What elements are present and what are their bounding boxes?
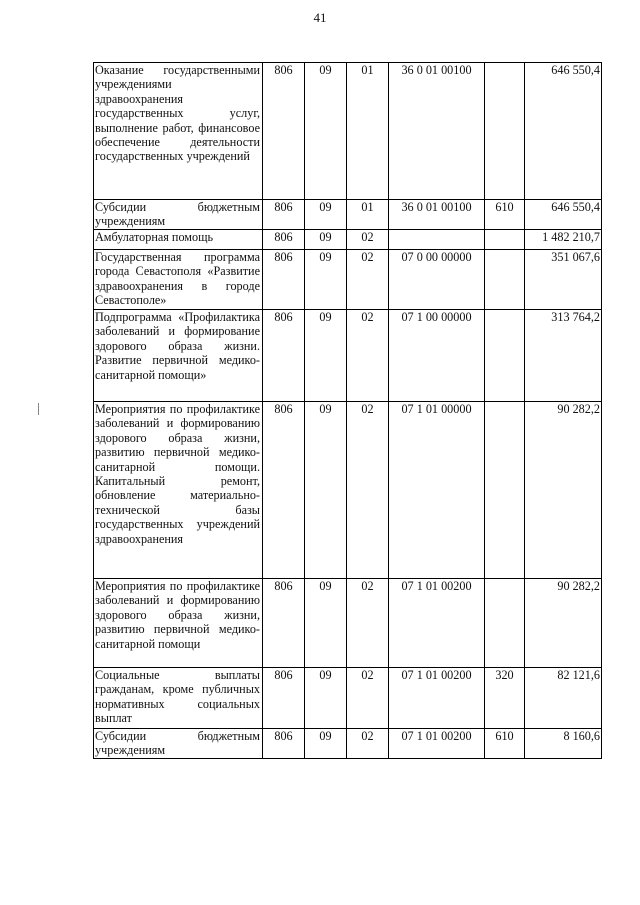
row-csr: 07 1 01 00200 — [389, 579, 485, 668]
table-row — [94, 250, 602, 310]
row-name: Подпрограмма «Профилактика заболеваний и формирование здорового образа жизни. Развитие первичной медико-санитарной помощи» — [94, 310, 263, 402]
row-ved: 806 — [263, 579, 305, 668]
table-body — [94, 63, 602, 759]
row-rz: 09 — [305, 200, 347, 230]
row-rz: 09 — [305, 668, 347, 729]
row-sum: 90 282,2 — [525, 402, 602, 579]
row-name: Социальные выплаты гражданам, кроме публичных нормативных социальных выплат — [94, 668, 263, 729]
budget-table — [93, 62, 602, 759]
row-sum: 646 550,4 — [525, 63, 602, 200]
page-number: 41 — [313, 10, 327, 25]
row-pr: 02 — [347, 402, 389, 579]
row-csr — [389, 230, 485, 250]
row-pr: 02 — [347, 668, 389, 729]
row-name: Субсидии бюджетным учреждениям — [94, 729, 263, 759]
row-sum: 313 764,2 — [525, 310, 602, 402]
row-vr — [485, 402, 525, 579]
row-csr: 07 1 01 00200 — [389, 668, 485, 729]
row-vr — [485, 579, 525, 668]
row-vr — [485, 63, 525, 200]
row-ved: 806 — [263, 668, 305, 729]
row-csr: 07 1 01 00200 — [389, 729, 485, 759]
row-pr: 01 — [347, 200, 389, 230]
row-pr: 02 — [347, 230, 389, 250]
row-sum: 351 067,6 — [525, 250, 602, 310]
row-ved: 806 — [263, 230, 305, 250]
row-name: Субсидии бюджетным учреждениям — [94, 200, 263, 230]
margin-mark — [38, 403, 39, 415]
row-name: Государственная программа города Севастополя «Развитие здравоохранения в городе Севастополе» — [94, 250, 263, 310]
table-row — [94, 729, 602, 759]
row-sum: 8 160,6 — [525, 729, 602, 759]
row-pr: 02 — [347, 310, 389, 402]
row-vr — [485, 250, 525, 310]
table-row — [94, 579, 602, 668]
row-pr: 02 — [347, 579, 389, 668]
row-csr: 36 0 01 00100 — [389, 63, 485, 200]
row-name: Амбулаторная помощь — [94, 230, 263, 250]
row-vr: 320 — [485, 668, 525, 729]
row-rz: 09 — [305, 250, 347, 310]
row-sum: 646 550,4 — [525, 200, 602, 230]
row-name: Оказание государственными учреждениями здравоохранения государственных услуг, выполнение работ, финансовое обеспечение деятельности государственных учреждений — [94, 63, 263, 200]
table-row — [94, 63, 602, 200]
row-name: Мероприятия по профилактике заболеваний и формированию здорового образа жизни, развитию первичной медико-санитарной помощи — [94, 579, 263, 668]
row-csr: 07 1 00 00000 — [389, 310, 485, 402]
row-rz: 09 — [305, 63, 347, 200]
row-csr: 36 0 01 00100 — [389, 200, 485, 230]
table-row — [94, 668, 602, 729]
table-row — [94, 402, 602, 579]
row-ved: 806 — [263, 729, 305, 759]
row-ved: 806 — [263, 310, 305, 402]
row-rz: 09 — [305, 729, 347, 759]
row-ved: 806 — [263, 63, 305, 200]
row-sum: 1 482 210,7 — [525, 230, 602, 250]
row-pr: 02 — [347, 729, 389, 759]
row-ved: 806 — [263, 200, 305, 230]
row-csr: 07 0 00 00000 — [389, 250, 485, 310]
row-vr: 610 — [485, 729, 525, 759]
table-row — [94, 200, 602, 230]
row-rz: 09 — [305, 310, 347, 402]
row-csr: 07 1 01 00000 — [389, 402, 485, 579]
row-sum: 90 282,2 — [525, 579, 602, 668]
row-pr: 01 — [347, 63, 389, 200]
row-rz: 09 — [305, 402, 347, 579]
row-name: Мероприятия по профилактике заболеваний и формированию здорового образа жизни, развитию первичной медико-санитарной помощи. Капитальный ремонт, обновление материально-технической базы государственных учреждений здравоохранения — [94, 402, 263, 579]
row-vr — [485, 230, 525, 250]
row-vr — [485, 310, 525, 402]
row-ved: 806 — [263, 402, 305, 579]
row-vr: 610 — [485, 200, 525, 230]
row-rz: 09 — [305, 579, 347, 668]
row-sum: 82 121,6 — [525, 668, 602, 729]
table-row — [94, 230, 602, 250]
table-row — [94, 310, 602, 402]
row-pr: 02 — [347, 250, 389, 310]
row-ved: 806 — [263, 250, 305, 310]
row-rz: 09 — [305, 230, 347, 250]
